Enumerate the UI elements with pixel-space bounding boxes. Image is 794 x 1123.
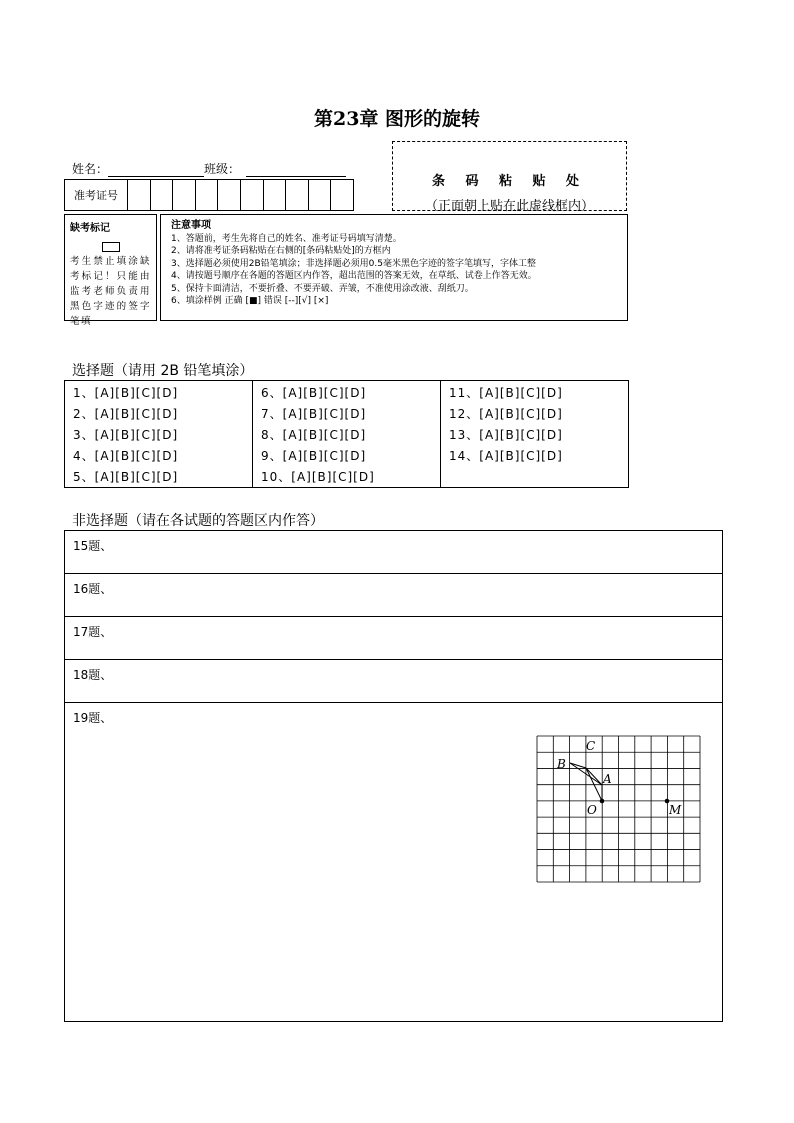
- notes-item: 3、选择题必须使用2B铅笔填涂；非选择题必须用0.5毫米黑色字迹的签字笔填写，字体工整: [171, 258, 536, 269]
- mc-row[interactable]: 9、[A][B][C][D]: [261, 449, 367, 463]
- admit-cell[interactable]: [286, 180, 309, 210]
- line-cb: [570, 763, 586, 768]
- mc-section-title: 选择题（请用 2B 铅笔填涂）: [72, 363, 254, 379]
- mc-row[interactable]: 6、[A][B][C][D]: [261, 386, 367, 400]
- class-label: 班级：: [204, 162, 241, 176]
- mc-row[interactable]: 4、[A][B][C][D]: [73, 449, 179, 463]
- mc-row[interactable]: 13、[A][B][C][D]: [449, 428, 563, 442]
- notes-item: 5、保持卡面清洁，不要折叠、不要弄破、弄皱，不准使用涂改液、刮纸刀。: [171, 283, 474, 294]
- admit-cell[interactable]: [173, 180, 196, 210]
- notes-box: [160, 214, 628, 321]
- mc-row[interactable]: 11、[A][B][C][D]: [449, 386, 563, 400]
- answer-area-17[interactable]: [64, 616, 723, 660]
- mc-row[interactable]: 8、[A][B][C][D]: [261, 428, 367, 442]
- mc-row[interactable]: 12、[A][B][C][D]: [449, 407, 563, 421]
- missing-text: 考生禁止填涂缺考标记！只能由监考老师负责用黑色字迹的签字笔填: [70, 256, 151, 327]
- point-o: [600, 799, 605, 804]
- label-o: O: [587, 803, 597, 817]
- name-label: 姓名：: [72, 162, 109, 176]
- admit-cell[interactable]: [128, 180, 151, 210]
- missing-title: 缺考标记: [70, 223, 110, 234]
- student-info: [72, 160, 346, 177]
- barcode-title: 条 码 粘 贴 处: [431, 174, 588, 189]
- mc-column: [253, 381, 441, 487]
- mc-row[interactable]: 7、[A][B][C][D]: [261, 407, 367, 421]
- label-b: B: [557, 757, 566, 771]
- mc-answer-grid: [64, 380, 629, 488]
- mc-row[interactable]: 10、[A][B][C][D]: [261, 470, 375, 484]
- notes-item: 6、填涂样例 正确 [■] 错误 [--][√] [×]: [171, 296, 329, 306]
- mc-row[interactable]: 5、[A][B][C][D]: [73, 470, 179, 484]
- label-a: A: [603, 772, 612, 786]
- admit-cell[interactable]: [151, 180, 174, 210]
- admit-number-box: [64, 179, 354, 211]
- missing-exam-box: [64, 214, 157, 327]
- notes-title: 注意事项: [171, 220, 211, 231]
- admit-cell[interactable]: [196, 180, 219, 210]
- notes-item: 2、请将准考证条码粘贴在右侧的[条码粘贴处]的方框内: [171, 246, 391, 256]
- class-field[interactable]: [246, 162, 346, 177]
- missing-mark-box[interactable]: [102, 242, 120, 252]
- rotation-grid-figure: [530, 730, 710, 890]
- admit-cell[interactable]: [218, 180, 241, 210]
- barcode-note: （正面朝上贴在此虚线框内）: [424, 199, 594, 214]
- mc-column: [65, 381, 253, 487]
- nonmc-section-title: 非选择题（请在各试题的答题区内作答）: [72, 513, 324, 529]
- mc-column: [441, 381, 628, 487]
- answer-area-15[interactable]: [64, 530, 723, 574]
- mc-row[interactable]: 14、[A][B][C][D]: [449, 449, 563, 463]
- label-m: M: [669, 803, 682, 817]
- notes-item: 4、请按题号顺序在各题的答题区内作答，超出范围的答案无效，在草纸、试卷上作答无效。: [171, 271, 537, 281]
- label-c: C: [586, 739, 596, 753]
- mc-row[interactable]: 1、[A][B][C][D]: [73, 386, 179, 400]
- admit-cell[interactable]: [331, 180, 353, 210]
- question-label: 19题、: [73, 711, 113, 725]
- question-label: 17题、: [73, 625, 113, 639]
- mc-row[interactable]: 2、[A][B][C][D]: [73, 407, 179, 421]
- question-label: 16题、: [73, 582, 113, 596]
- question-label: 15题、: [73, 539, 113, 553]
- answer-area-18[interactable]: [64, 659, 723, 703]
- barcode-area: [392, 141, 627, 214]
- admit-cell[interactable]: [309, 180, 332, 210]
- admit-cell[interactable]: [264, 180, 287, 210]
- answer-area-16[interactable]: [64, 573, 723, 617]
- line-bo: [586, 768, 602, 785]
- admit-label: 准考证号: [65, 180, 128, 210]
- mc-row[interactable]: 3、[A][B][C][D]: [73, 428, 179, 442]
- question-label: 18题、: [73, 668, 113, 682]
- notes-item: 1、答题前，考生先将自己的姓名、准考证号码填写清楚。: [171, 233, 402, 244]
- page-title: 第23章 图形的旋转: [313, 108, 481, 130]
- admit-cell[interactable]: [241, 180, 264, 210]
- name-field[interactable]: [108, 162, 204, 177]
